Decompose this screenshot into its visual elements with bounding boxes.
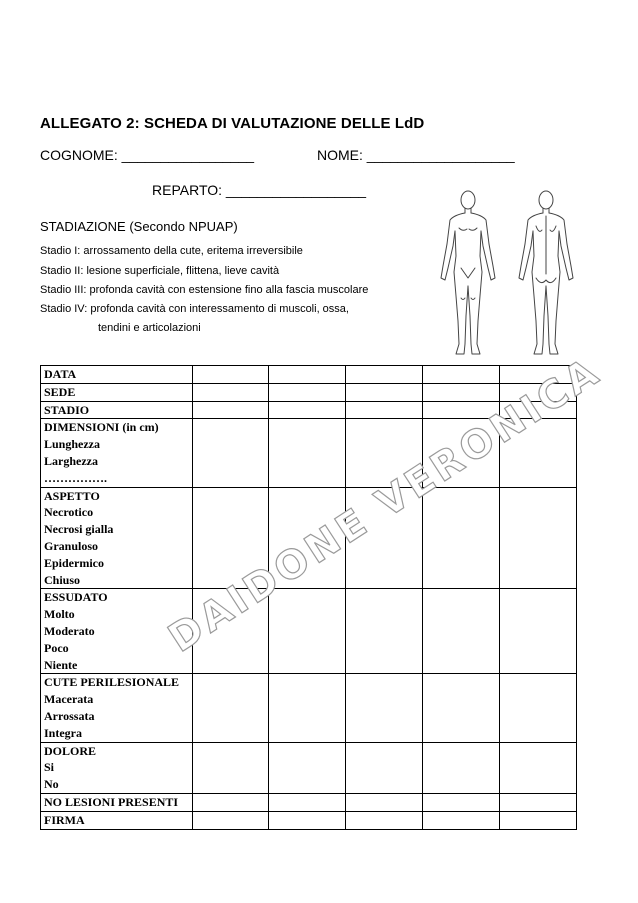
entry-cell[interactable] — [346, 383, 423, 401]
entry-cell[interactable] — [269, 487, 346, 589]
table-row — [41, 383, 577, 401]
row-option: Granuloso — [44, 538, 99, 553]
entry-cell[interactable] — [346, 401, 423, 419]
entry-cell[interactable] — [346, 366, 423, 384]
entry-cell[interactable] — [423, 742, 500, 793]
stage-4-continuation: tendini e articolazioni — [98, 322, 201, 334]
stage-3-text: Stadio III: profonda cavità con estensione fino alla fascia muscolare — [40, 284, 369, 296]
table-row — [41, 487, 577, 589]
stage-1-text: Stadio I: arrossamento della cute, eritema irreversibile — [40, 245, 303, 257]
entry-cell[interactable] — [346, 674, 423, 742]
entry-cell[interactable] — [346, 589, 423, 674]
row-label — [41, 793, 193, 811]
table-row — [41, 674, 577, 742]
entry-cell[interactable] — [193, 742, 269, 793]
row-option: Larghezza — [44, 453, 98, 468]
entry-cell[interactable] — [500, 793, 577, 811]
row-option: Macerata — [44, 692, 94, 707]
row-label — [41, 811, 193, 829]
entry-cell[interactable] — [423, 487, 500, 589]
row-heading: CUTE PERILESIONALE — [44, 675, 180, 690]
entry-cell[interactable] — [193, 487, 269, 589]
staging-heading: STADIAZIONE (Secondo NPUAP) — [40, 219, 238, 234]
entry-cell[interactable] — [423, 383, 500, 401]
row-option: Chiuso — [44, 572, 81, 587]
row-label — [41, 589, 193, 674]
row-label — [41, 674, 193, 742]
row-option: Arrossata — [44, 708, 95, 723]
body-front-back-icon — [428, 186, 588, 362]
entry-cell[interactable] — [193, 811, 269, 829]
entry-cell[interactable] — [193, 401, 269, 419]
entry-cell[interactable] — [346, 419, 423, 487]
entry-cell[interactable] — [500, 589, 577, 674]
row-option: Poco — [44, 640, 69, 655]
entry-cell[interactable] — [423, 811, 500, 829]
row-heading: ESSUDATO — [44, 590, 108, 605]
row-option: Molto — [44, 607, 75, 622]
cognome-field[interactable]: COGNOME: _________________ — [40, 147, 255, 163]
entry-cell[interactable] — [193, 793, 269, 811]
row-heading: SEDE — [44, 384, 76, 399]
row-label — [41, 742, 193, 793]
entry-cell[interactable] — [423, 674, 500, 742]
table-row — [41, 811, 577, 829]
entry-cell[interactable] — [193, 419, 269, 487]
row-option: Necrotico — [44, 505, 94, 520]
table-row — [41, 742, 577, 793]
entry-cell[interactable] — [269, 674, 346, 742]
row-option: No — [44, 777, 59, 792]
row-label — [41, 366, 193, 384]
row-heading: NO LESIONI PRESENTI — [44, 794, 179, 809]
row-option: Integra — [44, 725, 82, 740]
entry-cell[interactable] — [269, 589, 346, 674]
form-title: ALLEGATO 2: SCHEDA DI VALUTAZIONE DELLE LdD — [40, 115, 425, 132]
row-option: ……………. — [44, 470, 107, 485]
entry-cell[interactable] — [500, 742, 577, 793]
entry-cell[interactable] — [423, 793, 500, 811]
entry-cell[interactable] — [346, 742, 423, 793]
entry-cell[interactable] — [193, 383, 269, 401]
entry-cell[interactable] — [500, 383, 577, 401]
row-option: Niente — [44, 657, 78, 672]
row-option: Necrosi gialla — [44, 522, 114, 537]
row-heading: ASPETTO — [44, 488, 100, 503]
entry-cell[interactable] — [346, 487, 423, 589]
entry-cell[interactable] — [269, 419, 346, 487]
row-option: Lunghezza — [44, 437, 101, 452]
row-option: Moderato — [44, 623, 95, 638]
stage-4-text: Stadio IV: profonda cavità con interessamento di muscoli, ossa, — [40, 303, 349, 315]
entry-cell[interactable] — [193, 366, 269, 384]
row-option: Si — [44, 760, 55, 775]
row-heading: FIRMA — [44, 812, 85, 827]
entry-cell[interactable] — [346, 811, 423, 829]
nome-field[interactable]: NOME: ___________________ — [317, 147, 515, 163]
stage-2-text: Stadio II: lesione superficiale, flittena, lieve cavità — [40, 265, 280, 277]
table-row — [41, 366, 577, 384]
entry-cell[interactable] — [193, 589, 269, 674]
entry-cell[interactable] — [193, 674, 269, 742]
table-row — [41, 589, 577, 674]
wound-assessment-table — [40, 365, 577, 830]
entry-cell[interactable] — [500, 487, 577, 589]
entry-cell[interactable] — [346, 793, 423, 811]
watermark: DAIDONE VERONICA — [160, 348, 610, 662]
row-heading: DIMENSIONI (in cm) — [44, 420, 159, 435]
entry-cell[interactable] — [269, 383, 346, 401]
entry-cell[interactable] — [269, 811, 346, 829]
row-heading: DATA — [44, 367, 77, 381]
table-row — [41, 793, 577, 811]
row-option: Epidermico — [44, 555, 104, 570]
table-row — [41, 419, 577, 487]
row-heading: STADIO — [44, 402, 90, 417]
reparto-field[interactable]: REPARTO: __________________ — [152, 182, 367, 198]
entry-cell[interactable] — [269, 742, 346, 793]
body-back-figure — [519, 191, 573, 354]
entry-cell[interactable] — [269, 401, 346, 419]
row-heading: DOLORE — [44, 743, 97, 758]
row-label — [41, 401, 193, 419]
body-front-figure — [441, 191, 495, 354]
row-label — [41, 383, 193, 401]
entry-cell[interactable] — [423, 589, 500, 674]
entry-cell[interactable] — [500, 811, 577, 829]
entry-cell[interactable] — [500, 366, 577, 384]
entry-cell[interactable] — [423, 419, 500, 487]
row-label — [41, 419, 193, 487]
row-label — [41, 487, 193, 589]
entry-cell[interactable] — [269, 366, 346, 384]
entry-cell[interactable] — [269, 793, 346, 811]
entry-cell[interactable] — [500, 401, 577, 419]
entry-cell[interactable] — [423, 366, 500, 384]
entry-cell[interactable] — [500, 419, 577, 487]
table-row — [41, 401, 577, 419]
entry-cell[interactable] — [423, 401, 500, 419]
entry-cell[interactable] — [500, 674, 577, 742]
